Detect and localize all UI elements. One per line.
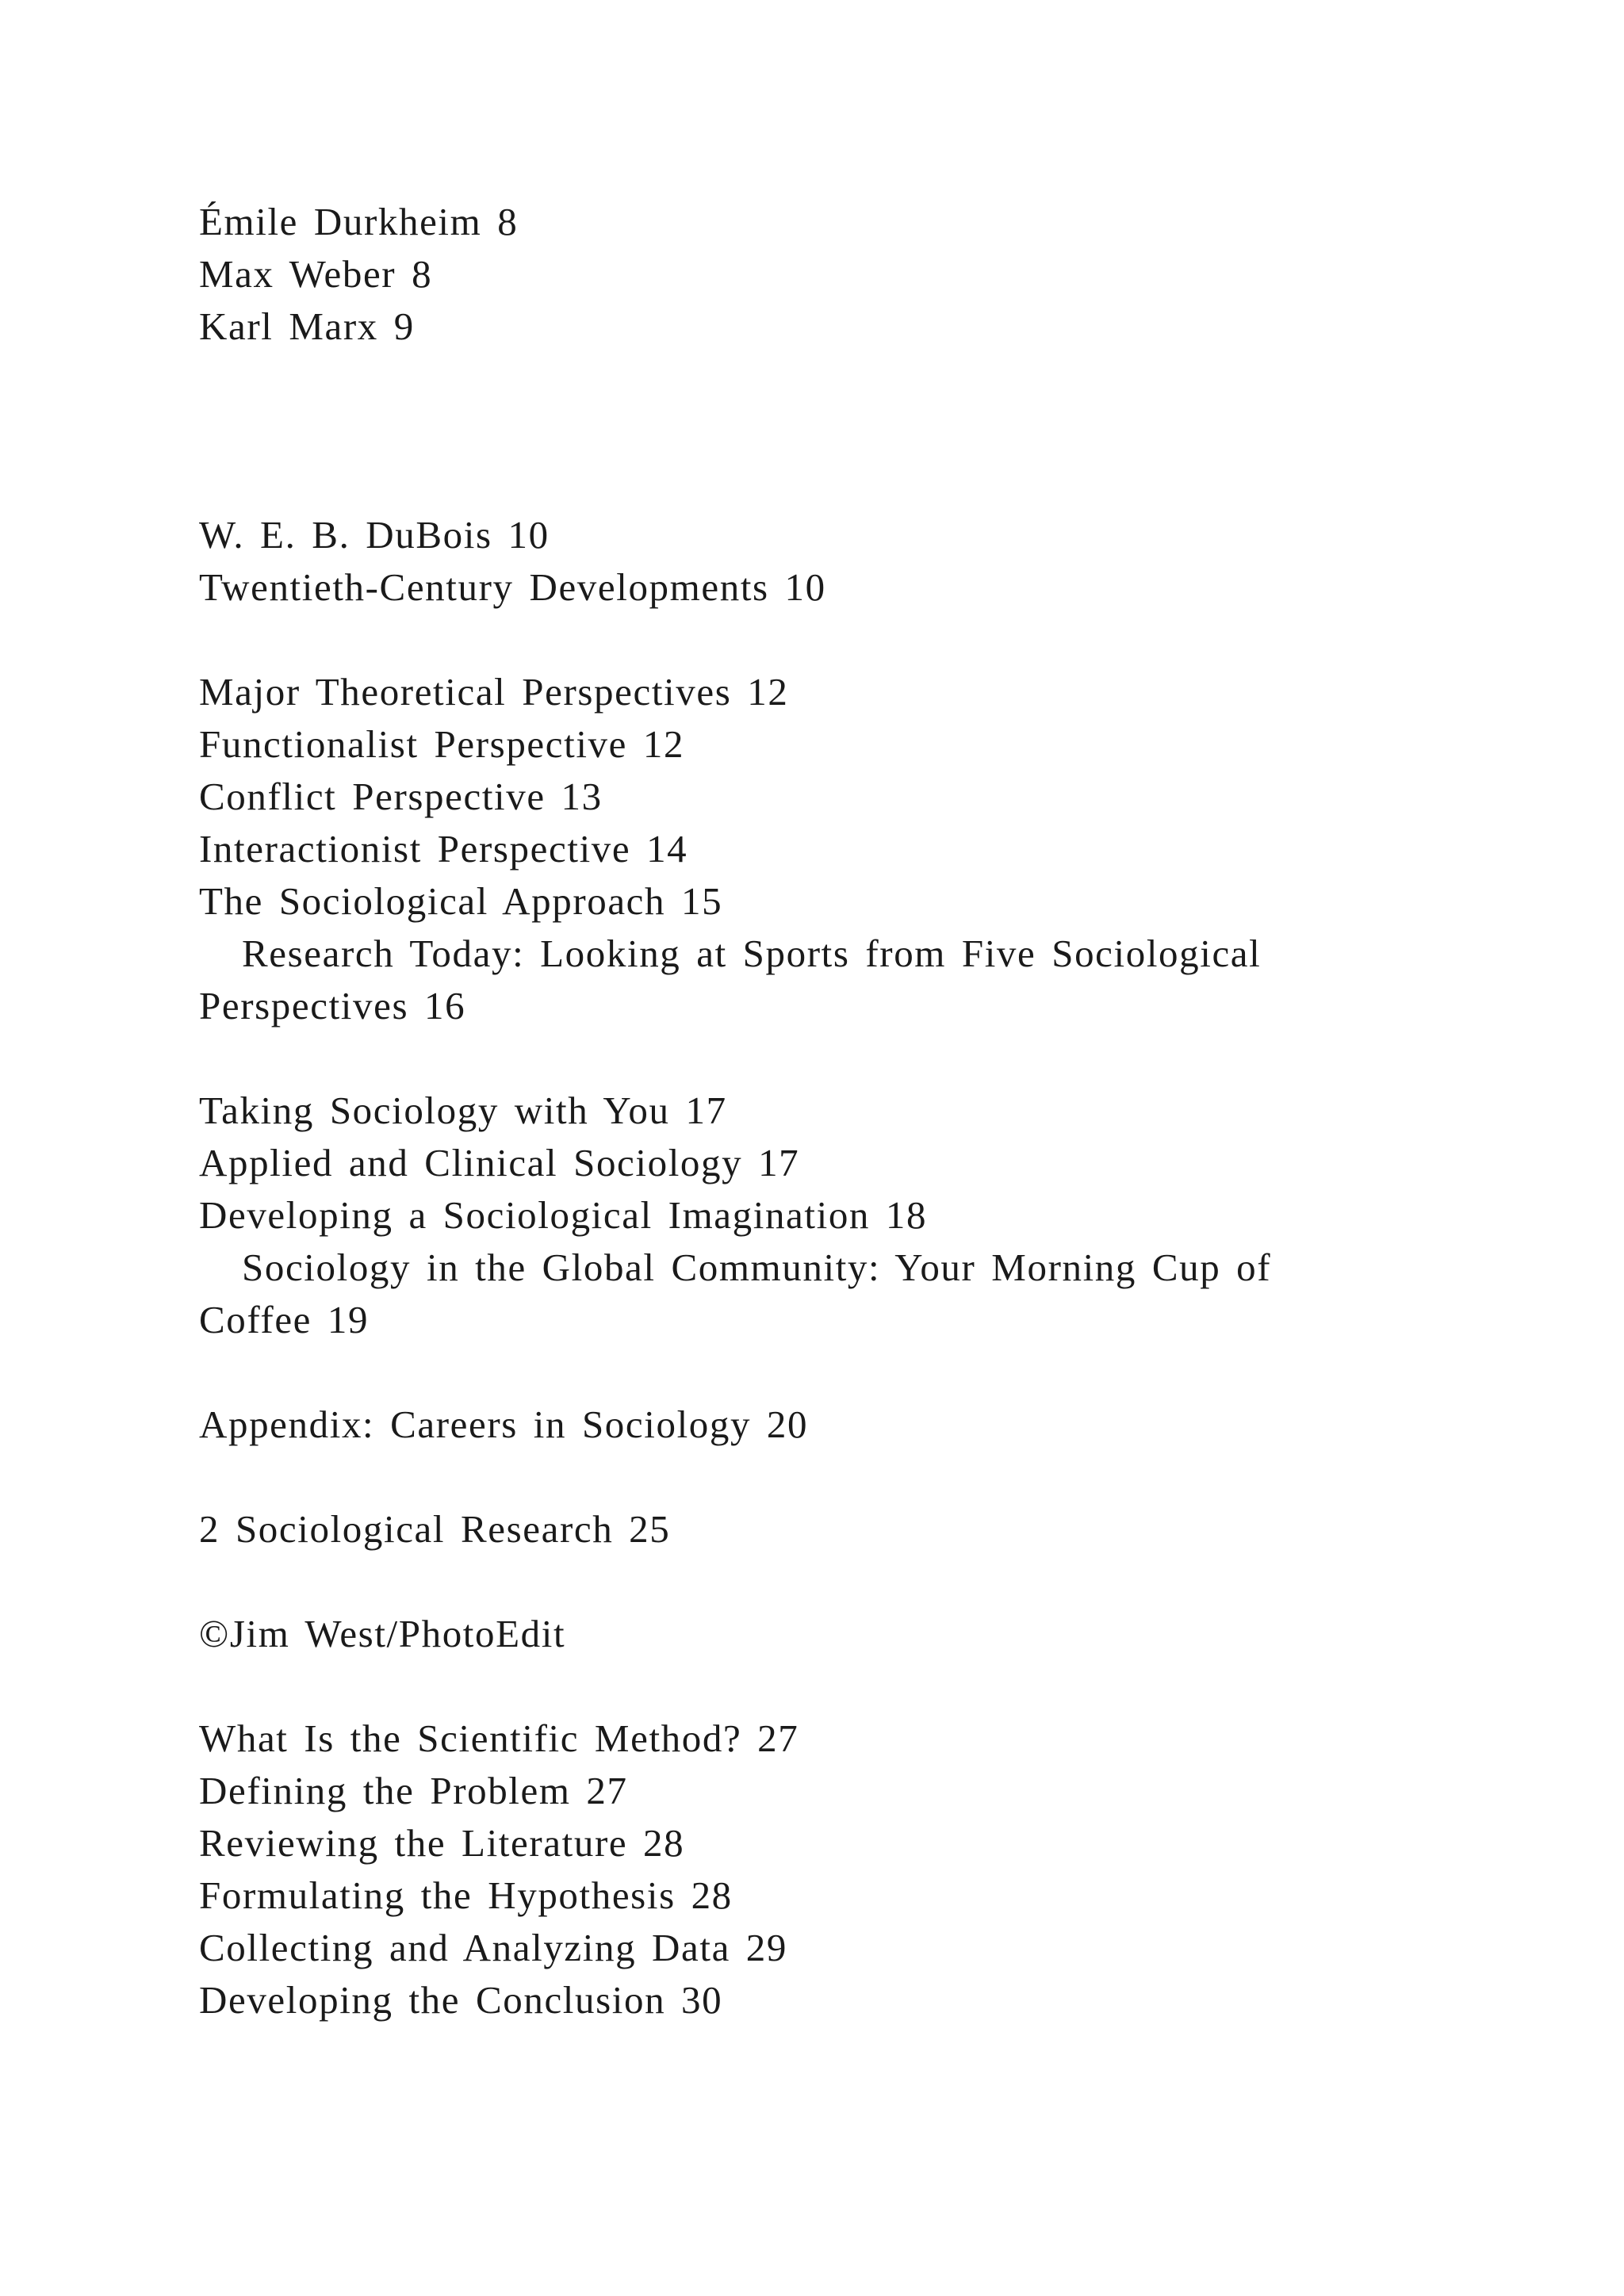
toc-entry-chapter-2: 2 Sociological Research 25: [199, 1507, 671, 1551]
toc-entry-conflict: Conflict Perspective 13: [199, 775, 603, 818]
toc-entry-taking-sociology: Taking Sociology with You 17: [199, 1089, 727, 1132]
toc-entry-research-today: Research Today: Looking at Sports from Five Sociological: [242, 932, 1262, 975]
toc-entry-conclusion: Developing the Conclusion 30: [199, 1978, 723, 2022]
photo-credit: ©Jim West/PhotoEdit: [199, 1612, 566, 1655]
toc-entry-defining-problem: Defining the Problem 27: [199, 1769, 628, 1812]
toc-entry-global-community-cont: Coffee 19: [199, 1298, 370, 1341]
toc-entry-major-perspectives: Major Theoretical Perspectives 12: [199, 670, 789, 714]
toc-entry-interactionist: Interactionist Perspective 14: [199, 827, 688, 871]
toc-entry-sociological-approach: The Sociological Approach 15: [199, 879, 723, 923]
toc-entry-reviewing-literature: Reviewing the Literature 28: [199, 1821, 685, 1865]
toc-entry-durkheim: Émile Durkheim 8: [199, 200, 519, 243]
toc-entry-weber: Max Weber 8: [199, 252, 433, 296]
toc-entry-functionalist: Functionalist Perspective 12: [199, 722, 685, 766]
toc-entry-hypothesis: Formulating the Hypothesis 28: [199, 1873, 733, 1917]
toc-entry-scientific-method: What Is the Scientific Method? 27: [199, 1716, 799, 1760]
toc-entry-appendix: Appendix: Careers in Sociology 20: [199, 1402, 809, 1446]
toc-entry-applied-clinical: Applied and Clinical Sociology 17: [199, 1141, 800, 1184]
toc-entry-marx: Karl Marx 9: [199, 304, 415, 348]
toc-entry-dubois: W. E. B. DuBois 10: [199, 513, 550, 557]
toc-entry-research-today-cont: Perspectives 16: [199, 984, 466, 1027]
toc-entry-global-community: Sociology in the Global Community: Your Morning Cup of: [242, 1246, 1272, 1289]
toc-entry-imagination: Developing a Sociological Imagination 18: [199, 1193, 928, 1237]
toc-entry-twentieth-century: Twentieth-Century Developments 10: [199, 565, 826, 609]
toc-entry-collecting-data: Collecting and Analyzing Data 29: [199, 1926, 787, 1969]
